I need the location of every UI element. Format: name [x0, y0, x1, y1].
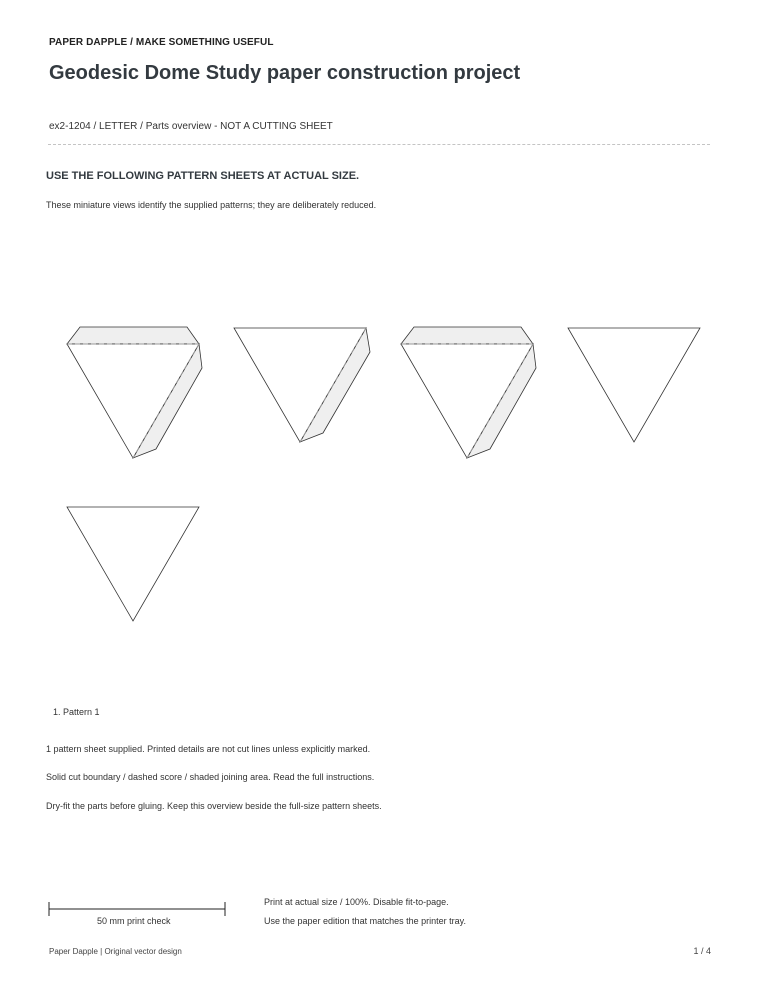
page-title: Geodesic Dome Study paper construction project: [49, 62, 521, 84]
brand-line: PAPER DAPPLE / MAKE SOMETHING USEFUL: [49, 37, 274, 48]
intro-text: These miniature views identify the supplied patterns; they are deliberately reduced.: [46, 200, 377, 210]
section-heading: USE THE FOLLOWING PATTERN SHEETS AT ACTUAL SIZE.: [46, 170, 360, 182]
scale-label: 50 mm print check: [97, 916, 171, 926]
footer-credit: Paper Dapple | Original vector design: [49, 947, 182, 956]
glue-tab: [67, 327, 199, 344]
note-text: Dry-fit the parts before gluing. Keep this overview beside the full-size pattern sheets.: [46, 801, 382, 811]
print-instruction: Use the paper edition that matches the printer tray.: [264, 916, 466, 926]
triangle-face: [568, 328, 700, 442]
pattern-caption: 1. Pattern 1: [53, 707, 100, 717]
note-text: Solid cut boundary / dashed score / shaded joining area. Read the full instructions.: [46, 772, 375, 782]
note-text: 1 pattern sheet supplied. Printed details are not cut lines unless explicitly marked.: [46, 744, 371, 754]
pattern-piece-2: [234, 328, 370, 442]
pattern-piece-4: [568, 328, 700, 442]
triangle-face: [67, 507, 199, 621]
glue-tab: [401, 327, 533, 344]
pattern-piece-5: [67, 507, 199, 621]
pattern-piece-3: [401, 327, 536, 458]
document-meta: ex2-1204 / LETTER / Parts overview - NOT A CUTTING SHEET: [49, 121, 333, 132]
pattern-piece-1: [67, 327, 202, 458]
page-number: 1 / 4: [693, 946, 711, 956]
print-instruction: Print at actual size / 100%. Disable fit-to-page.: [264, 897, 449, 907]
